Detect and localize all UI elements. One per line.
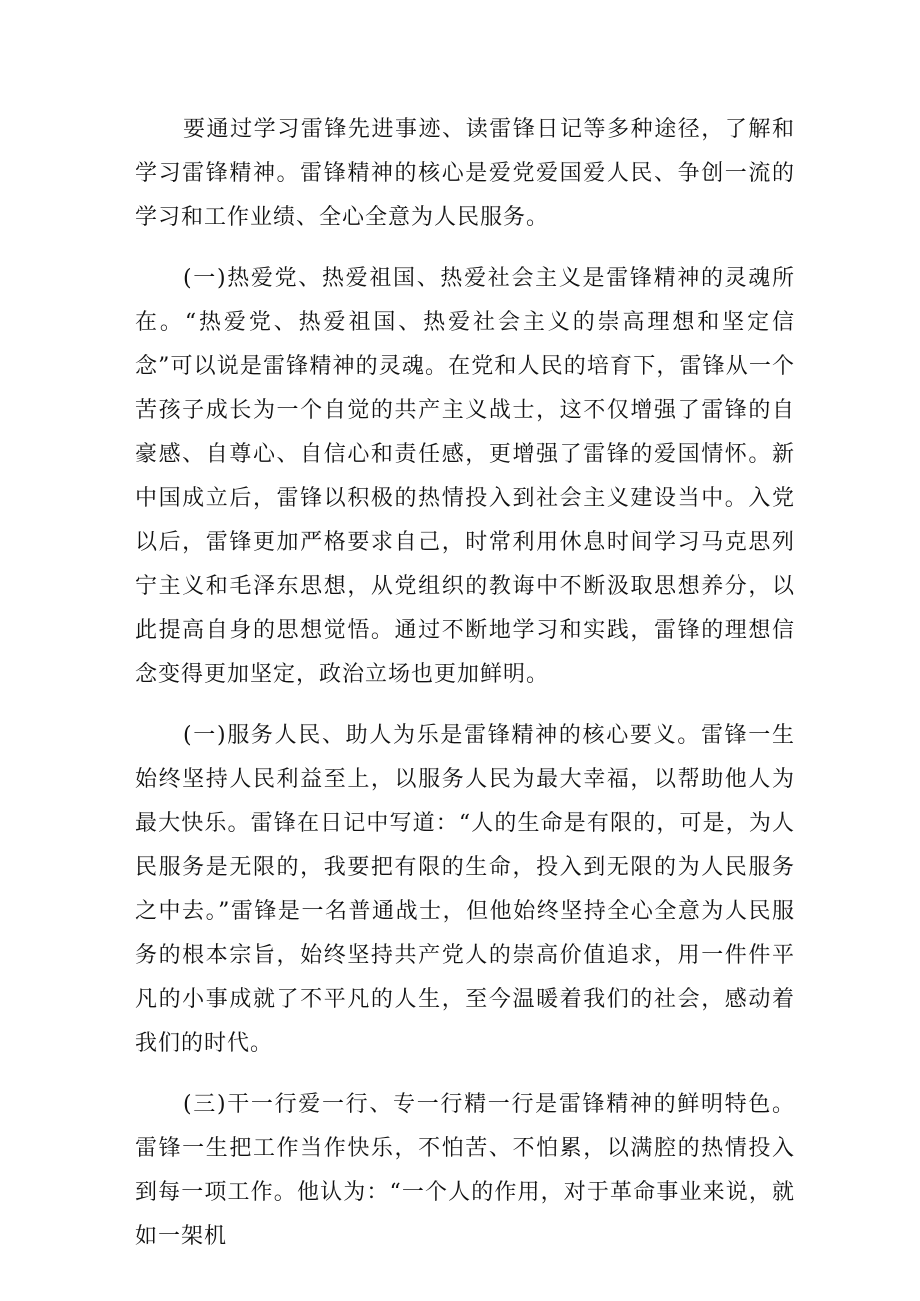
paragraph-intro: 要通过学习雷锋先进事迹、读雷锋日记等多种途径，了解和学习雷锋精神。雷锋精神的核心是爱党爱国爱人民、争创一流的学习和工作业绩、全心全意为人民服务。 xyxy=(135,117,795,230)
paragraph-section-2: (一)服务人民、助人为乐是雷锋精神的核心要义。雷锋一生始终坚持人民利益至上，以服务人民为最大幸福，以帮助他人为最大快乐。雷锋在日记中写道：“人的生命是有限的，可是，为人民服务是无限的，我要把有限的生命，投入到无限的为人民服务之中去。”雷锋是一名普通战士，但他始终坚持全心全意为人民服务的根本宗旨，始终坚持共产党人的崇高价值追求，用一件件平凡的小事成就了不平凡的人生，至今温暖着我们的社会，感动着我们的时代。 xyxy=(135,723,795,1056)
document-body xyxy=(135,108,795,1276)
paragraph-section-1: (一)热爱党、热爱祖国、热爱社会主义是雷锋精神的灵魂所在。“热爱党、热爱祖国、热爱社会主义的崇高理想和坚定信念”可以说是雷锋精神的灵魂。在党和人民的培育下，雷锋从一个苦孩子成长为一个自觉的共产主义战士，这不仅增强了雷锋的自豪感、自尊心、自信心和责任感，更增强了雷锋的爱国情怀。新中国成立后，雷锋以积极的热情投入到社会主义建设当中。入党以后，雷锋更加严格要求自己，时常利用休息时间学习马克思列宁主义和毛泽东思想，从党组织的教诲中不断汲取思想养分，以此提高自身的思想觉悟。通过不断地学习和实践，雷锋的理想信念变得更加坚定，政治立场也更加鲜明。 xyxy=(135,266,795,687)
paragraph-section-3: (三)干一行爱一行、专一行精一行是雷锋精神的鲜明特色。雷锋一生把工作当作快乐，不怕苦、不怕累，以满腔的热情投入到每一项工作。他认为：“一个人的作用，对于革命事业来说，就如一架机 xyxy=(135,1092,795,1249)
